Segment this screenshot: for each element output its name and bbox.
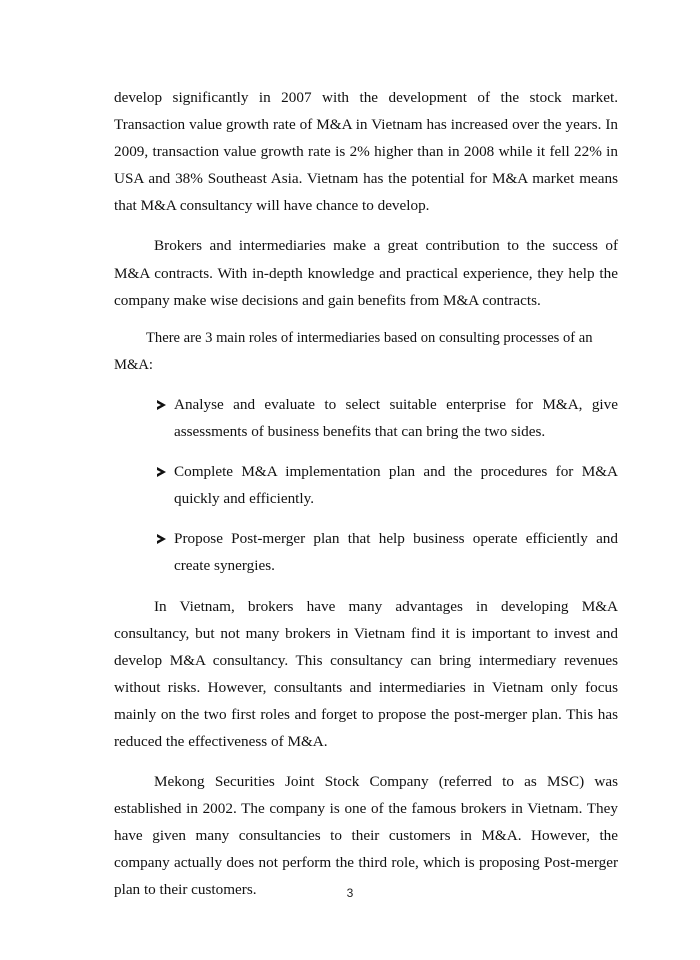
arrowhead-bullet-icon	[157, 534, 166, 544]
paragraph-vietnam-brokers: In Vietnam, brokers have many advantages in developing M&A consultancy, but not many brokers in Vietnam find it is important to invest and develop M&A consultancy. This consultancy can bring intermediary revenues without risks. However, consultants and intermediaries in Vietnam only focus mainly on the two first roles and forget to propose the post-merger plan. This has reduced the effectiveness of M&A.	[114, 597, 618, 750]
page-body	[114, 84, 618, 904]
paragraph-msc: Mekong Securities Joint Stock Company (referred to as MSC) was established in 2002. The company is one of the famous brokers in Vietnam. They have given many consultancies to their customers in M&A. However, the company actually does not perform the third role, which is proposing Post-merger plan to their customers.	[114, 773, 618, 899]
list-item	[114, 458, 618, 512]
paragraph-roles-intro: There are 3 main roles of intermediaries based on consulting processes of an M&A:	[114, 329, 593, 373]
list-item-text: Propose Post-merger plan that help business operate efficiently and create synergies.	[174, 530, 618, 575]
paragraph-stock-market: develop significantly in 2007 with the development of the stock market. Transaction value growth rate of M&A in Vietnam has increased over the years. In 2009, transaction value growth rate is 2% higher than in 2008 while it fell 22% in USA and 38% Southeast Asia. Vietnam has the potential for M&A market means that M&A consultancy will have chance to develop.	[114, 89, 618, 215]
list-item-text: Analyse and evaluate to select suitable enterprise for M&A, give assessments of business benefits that can bring the two sides.	[174, 395, 618, 441]
arrowhead-bullet-icon	[157, 467, 166, 477]
page-number: 3	[346, 886, 354, 900]
list-item-text: Complete M&A implementation plan and the procedures for M&A quickly and efficiently.	[174, 463, 618, 508]
list-item	[114, 525, 618, 579]
list-item	[114, 391, 618, 445]
roles-list	[114, 391, 618, 580]
paragraph-brokers: Brokers and intermediaries make a great contribution to the success of M&A contracts. With in-depth knowledge and practical experience, they help the company make wise decisions and gain benefits from M&A contracts.	[114, 237, 618, 309]
arrowhead-bullet-icon	[157, 400, 166, 410]
